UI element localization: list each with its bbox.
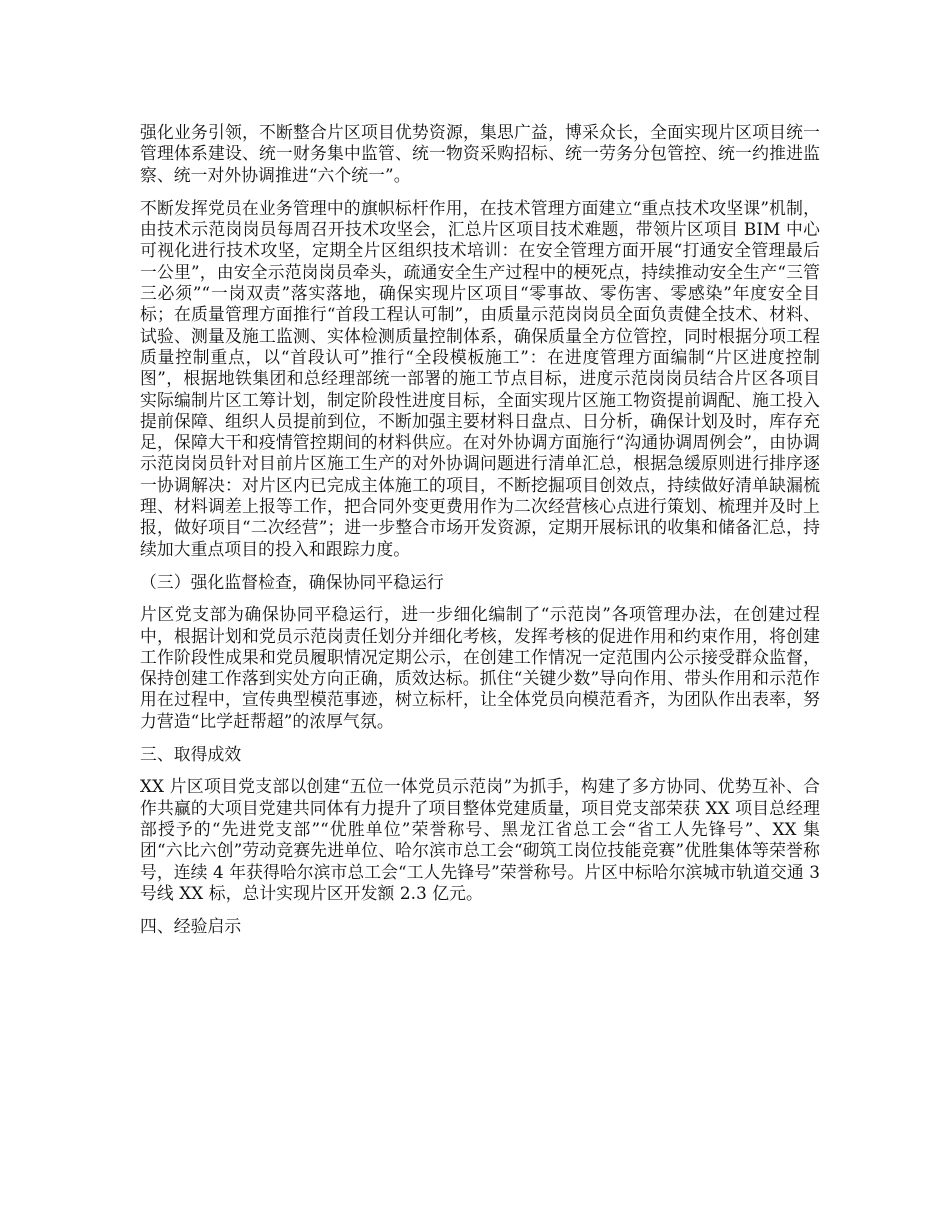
paragraph-unified-management: 强化业务引领，不断整合片区项目优势资源，集思广益，博采众长，全面实现片区项目统一管理体系建设、统一财务集中监管、统一物资采购招标、统一劳务分包管控、统一约推进监察、统一对外协调推进“六个统一”。: [140, 122, 820, 185]
section-heading-supervision: （三）强化监督检查，确保协同平稳运行: [140, 571, 444, 592]
paragraph-party-member-role: 不断发挥党员在业务管理中的旗帜标杆作用，在技术管理方面建立“重点技术攻坚课”机制，由技术示范岗岗员每周召开技术攻坚会，汇总片区项目技术难题，带领片区项目 BIM 中心可视化进行技术攻坚，定期全片区组织技术培训：在安全管理方面开展“打通安全管理最后一公里”，由安全示范岗岗员牵头，疏通安全生产过程中的梗死点，持续推动安全生产“三管三必须”“一岗双责”落实落地，确保实现片区项目“零事故、零伤害、零感染”年度安全目标；在质量管理方面推行“首段工程认可制”，由质量示范岗岗员全面负责健全技术、材料、试验、测量及施工监测、实体检测质量控制体系，确保质量全方位管控，同时根据分项工程质量控制重点，以“首段认可”推行“全段模板施工”：在进度管理方面编制“片区进度控制图”，根据地铁集团和总经理部统一部署的施工节点目标，进度示范岗岗员结合片区各项目实际编制片区工筹计划，制定阶段性进度目标，全面实现片区施工物资提前调配、施工投入提前保障、组织人员提前到位，不断加强主要材料日盘点、日分析，确保计划及时，库存充足，保障大干和疫情管控期间的材料供应。在对外协调方面施行“沟通协调周例会”，由协调示范岗岗员针对目前片区施工生产的对外协调问题进行清单汇总，根据急缓原则进行排序逐一协调解决：对片区内已完成主体施工的项目，不断挖掘项目创效点，持续做好清单缺漏梳理、材料调差上报等工作，把合同外变更费用作为二次经营核心点进行策划、梳理并及时上报，做好项目“二次经营”；进一步整合市场开发资源，定期开展标讯的收集和储备汇总，持续加大重点项目的投入和跟踪力度。: [140, 197, 820, 559]
section-heading-lessons: 四、经验启示: [140, 916, 242, 937]
document-body: [140, 122, 820, 948]
paragraph-achievements: XX 片区项目党支部以创建“五位一体党员示范岗”为抓手，构建了多方协同、优势互补、合作共赢的大项目党建共同体有力提升了项目整体党建质量，项目党支部荣获 XX 项目总经理部授予的“先进党支部”“优胜单位”荣誉称号、黑龙江省总工会“省工人先锋号”、XX 集团“六比六创”劳动竞赛先进单位、哈尔滨市总工会“砌筑工岗位技能竞赛”优胜集体等荣誉称号，连续 4 年获得哈尔滨市总工会“工人先锋号”荣誉称号。片区中标哈尔滨城市轨道交通 3 号线 XX 标，总计实现片区开发额 2.3 亿元。: [140, 776, 820, 903]
paragraph-supervision: 片区党支部为确保协同平稳运行，进一步细化编制了“示范岗”各项管理办法，在创建过程中，根据计划和党员示范岗责任划分并细化考核，发挥考核的促进作用和约束作用，将创建工作阶段性成果和党员履职情况定期公示，在创建工作情况一定范围内公示接受群众监督，保持创建工作落到实处方向正确，质效达标。抓住“关键少数”导向作用、带头作用和示范作用在过程中，宣传典型模范事迹，树立标杆，让全体党员向模范看齐，为团队作出表率，努力营造“比学赶帮超”的浓厚气氛。: [140, 604, 820, 731]
section-heading-achievements: 三、取得成效: [140, 744, 242, 765]
